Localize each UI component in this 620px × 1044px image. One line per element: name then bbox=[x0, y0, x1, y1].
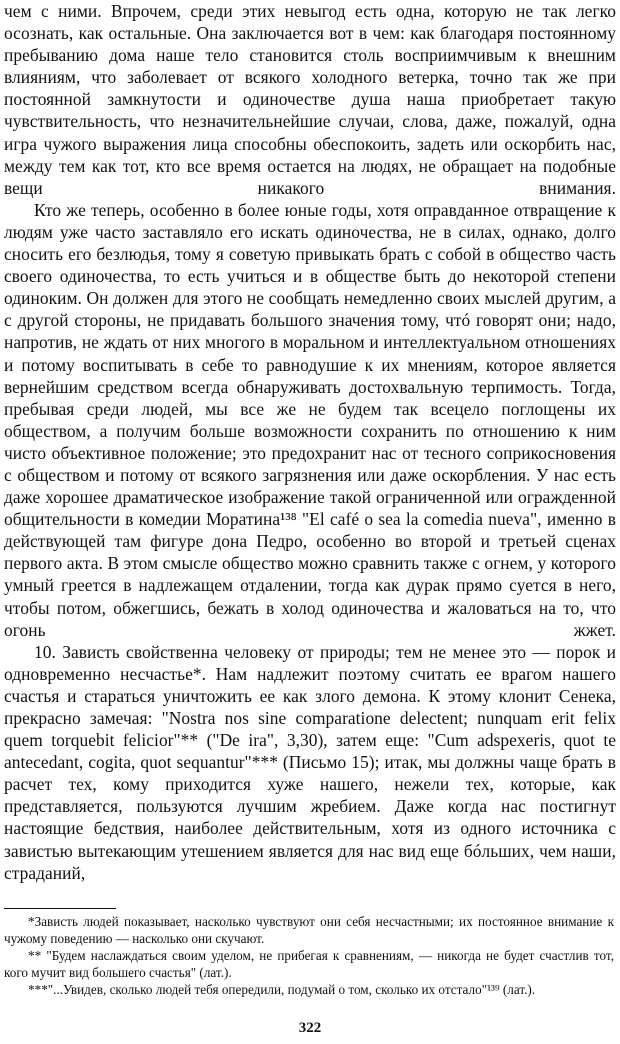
footnote-3: ***"...Увидев, сколько людей тебя опередили, подумай о том, сколько их отстало"¹³⁹ (лат.). bbox=[28, 982, 536, 997]
page-number: 322 bbox=[298, 1020, 322, 1036]
footnote-2: ** "Будем наслаждаться своим уделом, не прибегая к сравнениям, — никогда не будет счастлив тот, кого мучит вид большего счастья" (лат.). bbox=[4, 948, 614, 980]
paragraph-2: Кто же теперь, особенно в более юные годы, хотя оправданное отвращение к людям уже часто заставляло его искать одиночества, не в силах, однако, долго сносить его безлюдья, тому я советую привыкать брать с собой в общество часть своего одиночества, то есть учиться и в обществе быть до некоторой степени одиноким. Он должен для этого не сообщать немедленно своих мыслей другим, а с другой стороны, не придавать большого значения тому, чтó говорят они; надо, напротив, не ждать от них многого в моральном и интеллектуальном отношениях и потому воспитывать в себе то равнодушие к их мнениям, которое является вернейшим средством всегда обнаруживать достохвальную терпимость. Тогда, пребывая среди людей, мы все же не будем так всецело поглощены их обществом, а получим больше возможности сохранить по отношению к ним чисто объективное положение; это предохранит нас от тесного соприкосновения с обществом и потому от всякого загрязнения или даже оскорбления. У нас есть даже хорошее драматическое изображение такой ограниченной или огражденной общительности в комедии Моратина¹³⁸ "El café o sea la comedia nueva", именно в действующей там фигуре дона Педро, особенно во второй и третьей сценах первого акта. В этом смысле общество можно сравнить также с огнем, у которого умный греется в надлежащем отдалении, тогда как дурак прямо суется в него, чтобы потом, обжегшись, бежать в холод одиночества и жаловаться на то, что огонь жжет. bbox=[4, 199, 616, 640]
paragraph-3: 10. Зависть свойственна человеку от природы; тем не менее это — порок и одновременно несчастье*. Нам надлежит поэтому считать ее врагом нашего счастья и стараться уничтожить ее как злого демона. К этому клонит Сенека, прекрасно замечая: "Nostra nos sine comparatione delectent; nunquam erit felix quem torquebit felicior"** ("De ira", 3,30), затем еще: "Cum adspexeris, quot te antecedant, cogita, quot sequantur"*** (Письмо 15); итак, мы должны чаще брать в расчет тех, кому приходится хуже нашего, нежели тех, которые, как представляется, пользуются лучшим жребием. Даже когда нас постигнут настоящие бедствия, наиболее действительным, хотя из одного источника с завистью вытекающим утешением является для нас вид еще бóльших, чем наши, страданий, bbox=[4, 641, 616, 883]
footnote-divider bbox=[4, 908, 116, 909]
footnote-1: *Зависть людей показывает, насколько чувствуют они себя несчастными; их постоянное внимание к чужому поведению — насколько они скучают. bbox=[4, 914, 614, 946]
main-text bbox=[4, 0, 616, 884]
footnotes bbox=[4, 913, 614, 998]
paragraph-1: чем с ними. Впрочем, среди этих невыгод есть одна, которую не так легко осознать, как остальные. Она заключается вот в чем: как благодаря постоянному пребыванию дома наше тело становится столь восприимчивым к внешним влияниям, что заболевает от всякого холодного ветерка, точно так же при постоянной замкнутости и одиночестве душа наша приобретает такую чувствительность, что незначительнейшие случаи, слова, даже, пожалуй, одна игра чужого выражения лица способны обеспокоить, задеть или оскорбить нас, между тем как тот, кто все время остается на людях, не обращает на подобные вещи никакого внимания. bbox=[4, 1, 616, 198]
